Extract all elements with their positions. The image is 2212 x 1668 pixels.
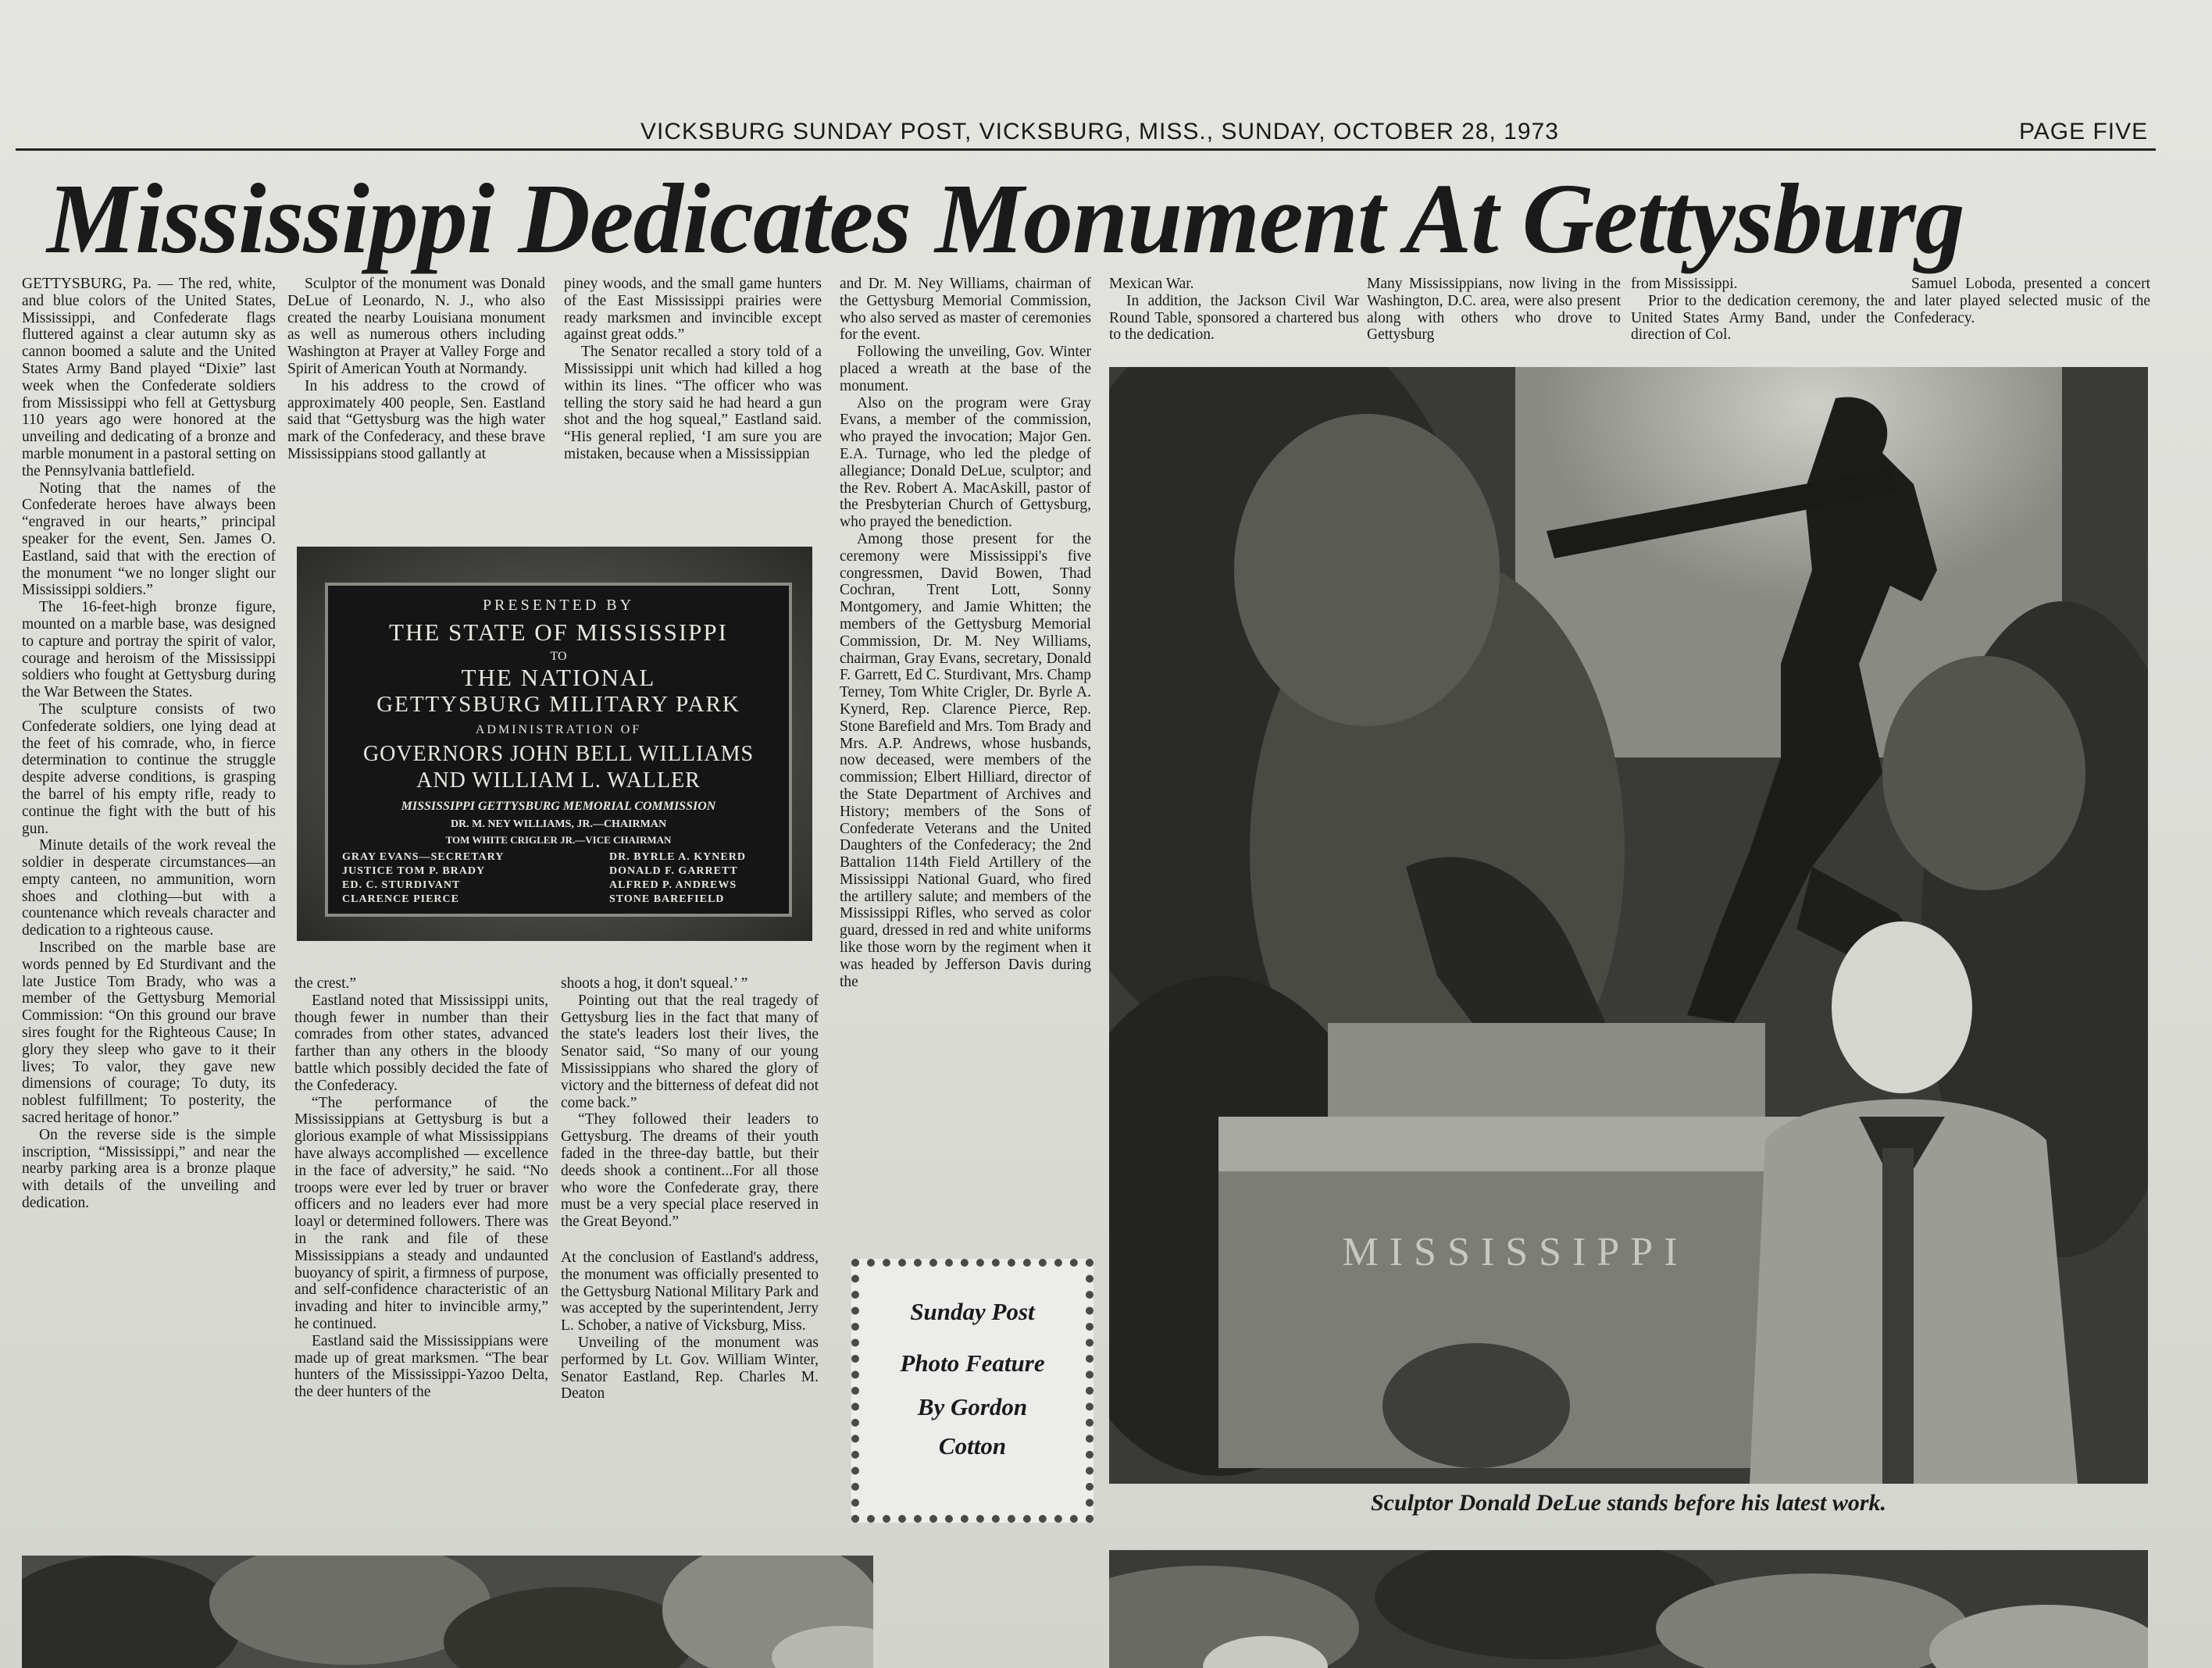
paragraph: Mexican War. bbox=[1109, 276, 1194, 292]
paragraph: Following the unveiling, Gov. Winter placed a wreath at the base of the monument. bbox=[840, 344, 1091, 394]
paragraph: In addition, the Jackson Civil War Round Table, sponsored a chartered bus to the dedication. bbox=[1109, 292, 1359, 344]
plaque-name: ALFRED P. ANDREWS bbox=[609, 879, 737, 891]
plaque-line: TOM WHITE CRIGLER JR.—VICE CHAIRMAN bbox=[445, 834, 672, 846]
article-column-5 bbox=[1109, 276, 1359, 354]
plaque-name: STONE BAREFIELD bbox=[609, 893, 725, 905]
paragraph: Samuel Loboda, presented a concert and later played selected music of the Confederacy. bbox=[1894, 276, 2150, 326]
plaque-name: CLARENCE PIERCE bbox=[342, 893, 459, 905]
plaque-photo bbox=[297, 547, 812, 941]
paragraph: Minute details of the work reveal the soldier in desperate circumstances—an empty canteen, no ammunition, worn shoes and clothing—but with a countenance which reveals character and dedication to a righteous cause. bbox=[22, 837, 276, 939]
plaque-line: THE NATIONAL bbox=[461, 664, 656, 691]
paragraph: The Senator recalled a story told of a Mississippi unit which had killed a hog within its lines. “The officer who was telling the story said he had heard a gun shot and the hog squeal,” Eastland said. “His general replied, ‘I am sure you are mistaken, because when a Mississippian bbox=[564, 344, 822, 462]
article-column-7 bbox=[1631, 276, 1885, 354]
paragraph: Eastland said the Mississippians were made up of great marksmen. “The bear hunters of the Mississippi-Yazoo Delta, the deer hunters of the bbox=[294, 1332, 548, 1401]
paragraph: Many Mississippians, now living in the Washington, D.C. area, were also present along with others who drove to Gettysburg bbox=[1367, 276, 1621, 344]
photo-caption: Sculptor Donald DeLue stands before his latest work. bbox=[1370, 1490, 1887, 1516]
page-number: PAGE FIVE bbox=[2019, 119, 2149, 144]
plaque-name: JUSTICE TOM P. BRADY bbox=[342, 865, 486, 877]
credit-line: Sunday Post bbox=[910, 1298, 1035, 1325]
dateline: VICKSBURG SUNDAY POST, VICKSBURG, MISS., SUNDAY, OCTOBER 28, 1973 bbox=[640, 119, 1559, 144]
paragraph: Pointing out that the real tragedy of Gettysburg lies in the fact that many of the state's leaders lost their lives, the Senator said, “So many of our young Mississippians who shared the glory of victory and the bitterness of defeat did not come back.” bbox=[561, 992, 819, 1111]
paragraph: “They followed their leaders to Gettysburg. The dreams of their youth faded in the three-day battle, but their deeds shook a continent...For all those who wore the Confederate gray, there must be a very special place reserved in the Great Beyond.” bbox=[561, 1111, 819, 1231]
paragraph: Unveiling of the monument was performed by Lt. Gov. William Winter, Senator Eastland, Rep. Charles M. Deaton bbox=[561, 1334, 819, 1402]
plaque-line: ADMINISTRATION OF bbox=[475, 723, 642, 736]
header-rule bbox=[16, 148, 2156, 151]
paragraph: Inscribed on the marble base are words penned by Ed Sturdivant and the late Justice Tom Brady, who was a member of the Gettysburg Memorial Commission: “On this ground our brave sires fought for the Righteous Cause; In glory they sleep who gave to it their lives; To valor, they gave new dimensions of courage; To duty, its noblest fulfillment; To posterity, the sacred heritage of honor.” bbox=[22, 939, 276, 1127]
plaque-name: GRAY EVANS—SECRETARY bbox=[342, 851, 505, 863]
plaque-line: GOVERNORS JOHN BELL WILLIAMS bbox=[362, 742, 755, 766]
article-column-2-bottom bbox=[294, 975, 548, 1553]
credit-line: Cotton bbox=[938, 1432, 1007, 1460]
plaque-line: GETTYSBURG MILITARY PARK bbox=[376, 692, 740, 717]
bottom-right-photo-image bbox=[1109, 1550, 2148, 1668]
article-column-2-top bbox=[287, 276, 545, 537]
plaque-name: DR. BYRLE A. KYNERD bbox=[609, 851, 746, 863]
article-column-4 bbox=[840, 276, 1091, 1236]
credit-line: By Gordon bbox=[917, 1393, 1028, 1420]
monument-photo-image bbox=[1109, 367, 2148, 1484]
article-column-1 bbox=[22, 276, 276, 1556]
bottom-left-photo-image bbox=[22, 1556, 873, 1668]
plaque-name: DONALD F. GARRETT bbox=[609, 865, 738, 877]
paragraph: GETTYSBURG, Pa. — The red, white, and blue colors of the United States, Mississippi, and Confederate flags fluttered against a clear autumn sky as cannon boomed a salute and the United States Army Band played “Dixie” last week when the Confederate soldiers from Mississippi who fell at Gettysburg 110 years ago were honored at the unveiling and dedicating of a bronze and marble monument in a pastoral setting on the Pennsylvania battlefield. bbox=[22, 276, 276, 479]
credit-line: Photo Feature bbox=[900, 1349, 1045, 1377]
paragraph: Noting that the names of the Confederate heroes have always been “engraved in our hearts,” principal speaker for the event, Sen. James O. Eastland, said that with the erection of the monument “we no longer slight our Mississippi soldiers.” bbox=[22, 479, 276, 599]
plaque-line: TO bbox=[550, 650, 567, 663]
paragraph: and Dr. M. Ney Williams, chairman of the Gettysburg Memorial Commission, who also served as master of ceremonies for the event. bbox=[840, 276, 1091, 344]
photo-credit-box bbox=[851, 1259, 1094, 1523]
bronze-plaque bbox=[325, 583, 792, 917]
paragraph: Among those present for the ceremony were Mississippi's five congressmen, David Bowen, Thad Cochran, Trent Lott, Sonny Montgomery, and Jamie Whitten; the members of the Gettysburg Memorial Commission, Dr. M. Ney Williams, chairman, Gray Evans, secretary, Donald F. Garrett, Ed C. Sturdivant, Mrs. Champ Terney, Tom White Crigler, Dr. Byrle A. Kynerd, Rep. Clarence Pierce, Rep. Stone Barefield and Mrs. Tom Brady and Mrs. A.P. Andrews, whose husbands, now deceased, were members of the commission; Elbert Hilliard, director of the State Department of Archives and History; members of the Sons of Confederate Veterans and the United Daughters of the Confederacy; the 2nd Battalion 114th Field Artillery of the Mississippi National Guard, who fired the artillery salute; and members of the Mississippi Rifles, who served as color guard, dressed in red and white uniforms like those worn by the regiment when it was headed by Jefferson Davis during the bbox=[840, 530, 1091, 990]
bottom-left-photo bbox=[22, 1556, 873, 1668]
headline: Mississippi Dedicates Monument At Gettysburg bbox=[47, 163, 1964, 274]
paragraph: shoots a hog, it don't squeal.’ ” bbox=[561, 975, 748, 992]
paragraph: At the conclusion of Eastland's address, the monument was officially presented to the Gettysburg National Military Park and was accepted by the superintendent, Jerry L. Schober, a native of Vicksburg, Miss. bbox=[561, 1249, 819, 1335]
plaque-line: MISSISSIPPI GETTYSBURG MEMORIAL COMMISSION bbox=[401, 800, 716, 813]
monument-photo bbox=[1109, 367, 2148, 1484]
paragraph: from Mississippi. bbox=[1631, 276, 1738, 292]
paragraph: piney woods, and the small game hunters of the East Mississippi prairies were ready marksmen and invincible except against great odds.” bbox=[564, 276, 822, 344]
article-column-3-bottom-continued bbox=[561, 1249, 819, 1554]
paragraph: “The performance of the Mississippians at Gettysburg is but a glorious example of what Mississippians have always accomplished — excellence in the face of adversity,” he said. “No troops were ever led by truer or braver officers and no leaders ever had more loayl or determined followers. There was in the rank and file of these Mississippians a steady and undaunted buoyancy of spirit, a firmness of purpose, and self-confidence characteristic of an invading and hiter to invincible army,” he continued. bbox=[294, 1094, 548, 1332]
plaque-line: DR. M. NEY WILLIAMS, JR.—CHAIRMAN bbox=[450, 818, 667, 830]
article-column-6 bbox=[1367, 276, 1621, 354]
article-column-3-bottom bbox=[561, 975, 819, 1249]
paragraph: Sculptor of the monument was Donald DeLue of Leonardo, N. J., who also created the nearby Louisiana monument as well as numerous others including Washington at Prayer at Valley Forge and Spirit of American Youth at Normandy. bbox=[287, 276, 545, 377]
paragraph: The 16-feet-high bronze figure, mounted on a marble base, was designed to capture and portray the spirit of valor, courage and heroism of the Mississippi soldiers who fought at Gettysburg during the War Between the States. bbox=[22, 599, 276, 701]
article-column-8 bbox=[1894, 276, 2150, 354]
article-column-3-top bbox=[564, 276, 822, 537]
paragraph: On the reverse side is the simple inscription, “Mississippi,” and near the nearby parking area is a bronze plaque with details of the unveiling and dedication. bbox=[22, 1126, 276, 1212]
plaque-line: AND WILLIAM L. WALLER bbox=[416, 768, 701, 793]
plaque-name: ED. C. STURDIVANT bbox=[342, 879, 461, 891]
plaque-line: PRESENTED BY bbox=[482, 597, 635, 614]
paragraph: Eastland noted that Mississippi units, though fewer in number than their comrades from other states, advanced farther than any others in the bloody battle which possibly decided the fate of the Confederacy. bbox=[294, 992, 548, 1094]
paragraph: In his address to the crowd of approximately 400 people, Sen. Eastland said that “Gettysburg was the high water mark of the Confederacy, and these brave Mississippians stood gallantly at bbox=[287, 377, 545, 462]
bottom-right-photo bbox=[1109, 1550, 2148, 1668]
monument-inscription: MISSISSIPPI bbox=[1342, 1230, 1689, 1274]
paragraph: Also on the program were Gray Evans, a member of the commission, who prayed the invocation; Major Gen. E.A. Turnage, who led the pledge of allegiance; Donald DeLue, sculptor; and the Rev. Robert A. MacAskill, pastor of the Presbyterian Church of Gettysburg, who prayed the benediction. bbox=[840, 394, 1091, 531]
paragraph: the crest.” bbox=[294, 975, 357, 992]
paragraph: Prior to the dedication ceremony, the United States Army Band, under the direction of Col. bbox=[1631, 292, 1885, 344]
paragraph: The sculpture consists of two Confederate soldiers, one lying dead at the feet of his comrade, who, in fierce determination to continue the struggle despite adverse conditions, is grasping the barrel of his empty rifle, ready to continue the fight with the butt of his gun. bbox=[22, 700, 276, 837]
plaque-line: THE STATE OF MISSISSIPPI bbox=[389, 618, 728, 646]
